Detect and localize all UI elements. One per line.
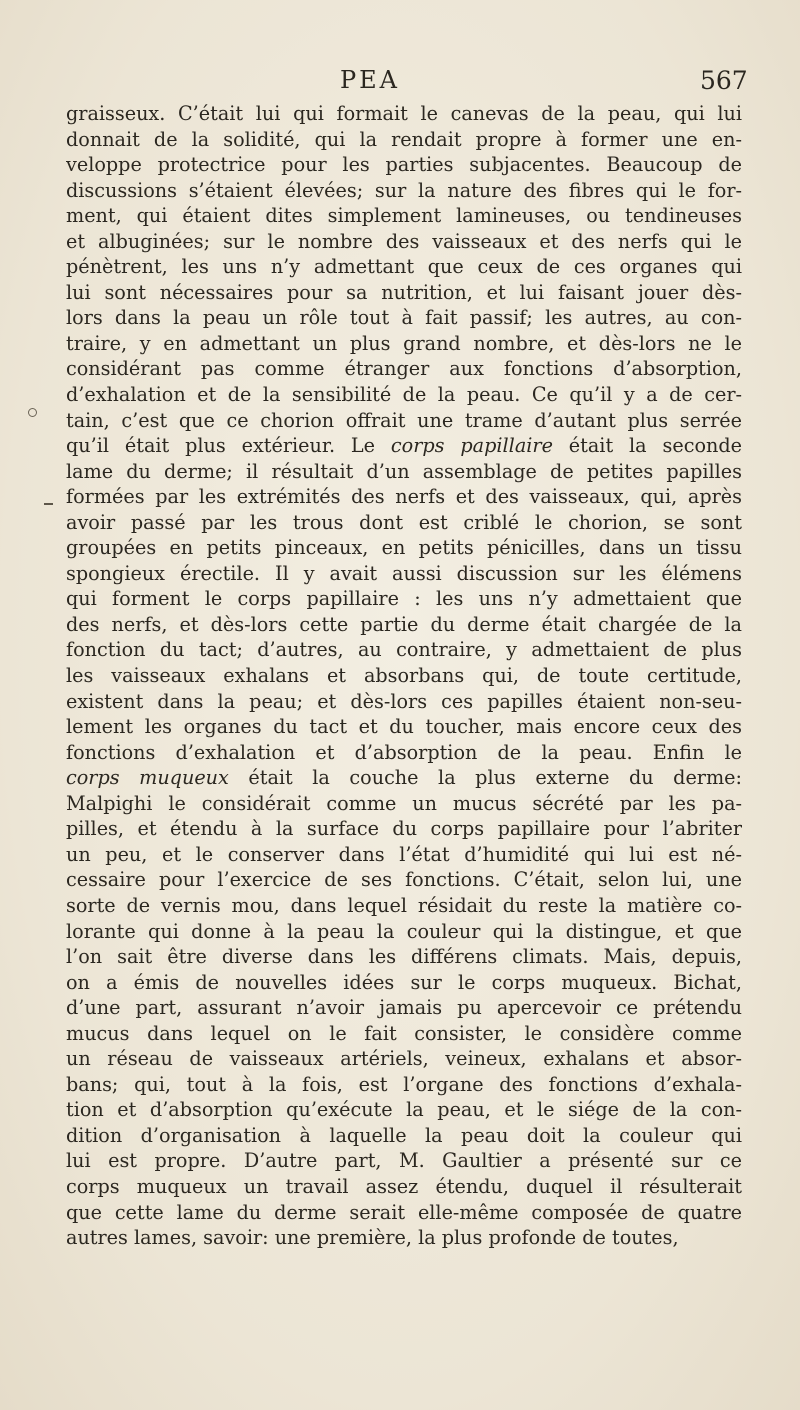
text-segment: fonctions d’exhalation et d’absorption de la peau. Enfin le — [66, 740, 742, 764]
text-segment: fonction du tact; d’autres, au contraire, y admettaient de plus — [66, 638, 742, 662]
text-segment: que cette lame du derme serait elle-même composée de quatre — [66, 1200, 742, 1224]
text-line — [66, 178, 742, 204]
text-line — [66, 382, 742, 408]
text-segment: et albuginées; sur le nombre des vaisseaux et des nerfs qui le — [66, 229, 742, 253]
text-segment: Malpighi le considérait comme un mucus sécrété par les pa- — [66, 791, 742, 815]
text-line — [66, 1046, 742, 1072]
text-segment: était la seconde — [552, 434, 742, 458]
text-line — [66, 459, 742, 485]
text-line — [66, 1148, 742, 1174]
margin-dash-mark — [44, 503, 53, 505]
text-line — [66, 612, 742, 638]
text-line — [66, 1072, 742, 1098]
text-line — [66, 127, 742, 153]
text-segment: veloppe protectrice pour les parties subjacentes. Beaucoup de — [66, 153, 742, 177]
text-line — [66, 561, 742, 587]
text-segment: bans; qui, tout à la fois, est l’organe des fonctions d’exhala- — [66, 1072, 742, 1096]
text-segment: lui sont nécessaires pour sa nutrition, et lui faisant jouer dès- — [66, 280, 742, 304]
text-segment: avoir passé par les trous dont est criblé le chorion, se sont — [66, 510, 742, 534]
text-segment: les vaisseaux exhalans et absorbans qui, de toute certitude, — [66, 664, 742, 688]
text-line — [66, 510, 742, 536]
text-segment: cessaire pour l’exercice de ses fonctions. C’était, selon lui, une — [66, 868, 742, 892]
text-segment: l’on sait être diverse dans les différens climats. Mais, depuis, — [66, 945, 742, 969]
text-line — [66, 535, 742, 561]
text-line — [66, 1225, 742, 1251]
text-segment: tion et d’absorption qu’exécute la peau, et le siége de la con- — [66, 1098, 742, 1122]
running-head: PEA — [340, 66, 400, 94]
body-text — [66, 101, 742, 1251]
text-line — [66, 229, 742, 255]
text-segment: mucus dans lequel on le fait consister, le considère comme — [66, 1021, 742, 1045]
page-number: 567 — [700, 66, 748, 95]
text-segment: ment, qui étaient dites simplement lamineuses, ou tendineuses — [66, 204, 742, 228]
text-line — [66, 586, 742, 612]
text-line — [66, 740, 742, 766]
text-line — [66, 791, 742, 817]
text-segment: traire, y en admettant un plus grand nombre, et dès-lors ne le — [66, 331, 742, 355]
text-line — [66, 433, 742, 459]
text-segment: lors dans la peau un rôle tout à fait passif; les autres, au con- — [66, 306, 742, 330]
italic-term: corps muqueux — [66, 766, 229, 790]
text-segment: discussions s’étaient élevées; sur la nature des fibres qui le for- — [66, 178, 742, 202]
text-segment: lame du derme; il résultait d’un assemblage de petites papilles — [66, 459, 742, 483]
text-segment: donnait de la solidité, qui la rendait propre à former une en- — [66, 127, 742, 151]
text-line — [66, 254, 742, 280]
text-segment: tain, c’est que ce chorion offrait une trame d’autant plus serrée — [66, 408, 742, 432]
text-segment: était la couche la plus externe du derme: — [228, 766, 742, 790]
text-line — [66, 1123, 742, 1149]
text-segment: groupées en petits pinceaux, en petits pénicilles, dans un tissu — [66, 536, 742, 560]
text-segment: sorte de vernis mou, dans lequel résidait du reste la matière co- — [66, 893, 742, 917]
text-segment: qui forment le corps papillaire : les uns n’y admettaient que — [66, 587, 742, 611]
text-line — [66, 1174, 742, 1200]
italic-term: corps papillaire — [390, 434, 553, 458]
text-segment: lui est propre. D’autre part, M. Gaultier a présenté sur ce — [66, 1149, 742, 1173]
text-line — [66, 356, 742, 382]
text-line — [66, 1021, 742, 1047]
text-line — [66, 1200, 742, 1226]
text-line — [66, 1097, 742, 1123]
text-segment: qu’il était plus extérieur. Le — [66, 434, 391, 458]
text-line — [66, 816, 742, 842]
text-segment: spongieux érectile. Il y avait aussi discussion sur les élémens — [66, 561, 742, 585]
text-segment: d’exhalation et de la sensibilité de la peau. Ce qu’il y a de cer- — [66, 383, 742, 407]
text-segment: lorante qui donne à la peau la couleur qui la distingue, et que — [66, 919, 742, 943]
text-segment: graisseux. C’était lui qui formait le canevas de la peau, qui lui — [66, 102, 742, 125]
text-line — [66, 765, 742, 791]
text-line — [66, 305, 742, 331]
text-segment: existent dans la peau; et dès-lors ces papilles étaient non-seu- — [66, 689, 742, 713]
text-line — [66, 331, 742, 357]
text-line — [66, 484, 742, 510]
text-segment: d’une part, assurant n’avoir jamais pu apercevoir ce prétendu — [66, 996, 742, 1020]
text-line — [66, 893, 742, 919]
text-segment: dition d’organisation à laquelle la peau doit la couleur qui — [66, 1123, 742, 1147]
page-header — [0, 66, 800, 98]
text-line — [66, 663, 742, 689]
text-line — [66, 995, 742, 1021]
text-segment: corps muqueux un travail assez étendu, duquel il résulterait — [66, 1174, 742, 1198]
text-segment: lement les organes du tact et du toucher, mais encore ceux des — [66, 715, 742, 739]
text-line — [66, 689, 742, 715]
text-segment: pénètrent, les uns n’y admettant que ceux de ces organes qui — [66, 255, 742, 279]
text-line — [66, 867, 742, 893]
text-line — [66, 203, 742, 229]
text-line — [66, 152, 742, 178]
text-line — [66, 944, 742, 970]
text-segment: un peu, et le conserver dans l’état d’humidité qui lui est né- — [66, 842, 742, 866]
text-line — [66, 637, 742, 663]
text-segment: formées par les extrémités des nerfs et des vaisseaux, qui, après — [66, 485, 742, 509]
text-line — [66, 919, 742, 945]
text-line — [66, 280, 742, 306]
text-segment: un réseau de vaisseaux artériels, veineux, exhalans et absor- — [66, 1047, 742, 1071]
margin-circle-mark — [28, 408, 37, 417]
text-line — [66, 714, 742, 740]
text-segment: on a émis de nouvelles idées sur le corps muqueux. Bichat, — [66, 970, 742, 994]
text-line — [66, 970, 742, 996]
text-segment: des nerfs, et dès-lors cette partie du derme était chargée de la — [66, 612, 742, 636]
text-segment: pilles, et étendu à la surface du corps papillaire pour l’abriter — [66, 817, 742, 841]
text-segment: considérant pas comme étranger aux fonctions d’absorption, — [66, 357, 742, 381]
text-line — [66, 101, 742, 127]
text-line — [66, 408, 742, 434]
text-segment: autres lames, savoir: une première, la plus profonde de toutes, — [66, 1226, 679, 1250]
text-line — [66, 842, 742, 868]
